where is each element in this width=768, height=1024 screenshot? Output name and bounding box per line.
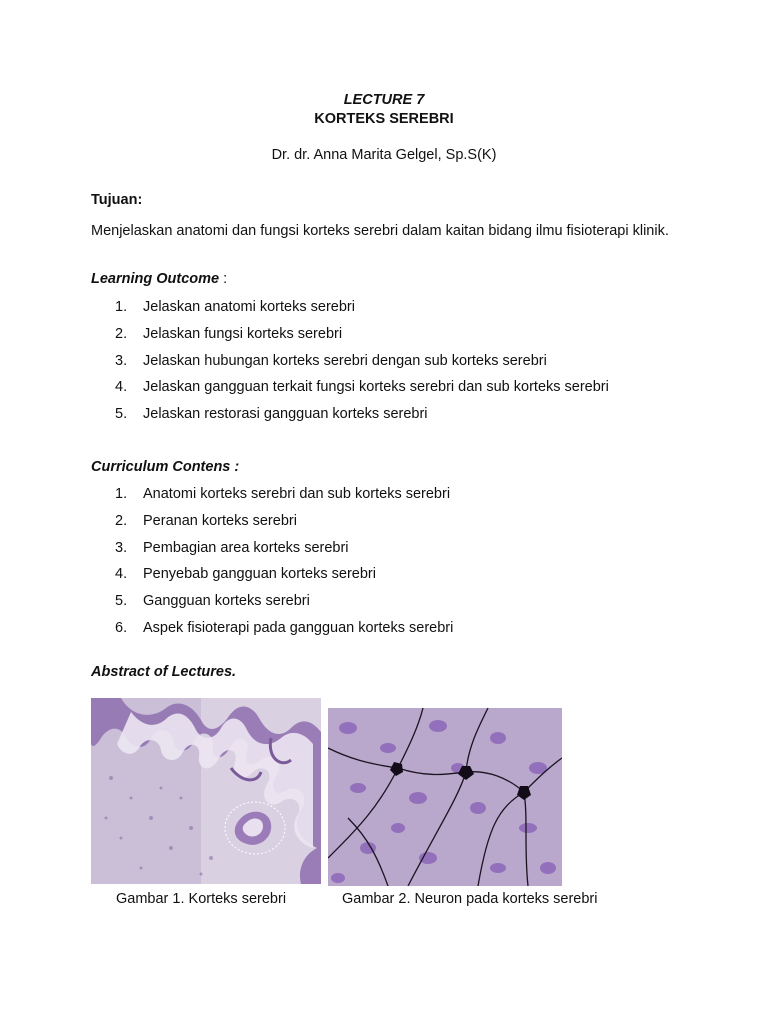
list-text: Jelaskan restorasi gangguan korteks serebri xyxy=(143,406,428,423)
lecture-label: LECTURE 7 xyxy=(343,92,425,108)
figure-1-caption: Gambar 1. Korteks serebri xyxy=(116,891,287,907)
curriculum-heading xyxy=(91,459,239,475)
list-number: 2. xyxy=(115,512,128,529)
learning-outcome-heading-colon: : xyxy=(219,271,228,287)
list-item xyxy=(115,374,609,401)
brain-section-image xyxy=(91,698,321,884)
learning-outcome-heading xyxy=(91,271,227,287)
list-text: Jelaskan gangguan terkait fungsi korteks serebri dan sub korteks serebri xyxy=(143,379,609,396)
list-item xyxy=(115,561,453,588)
neuron-stain-icon xyxy=(328,708,562,886)
curriculum-heading-colon: : xyxy=(230,459,240,475)
list-number: 1. xyxy=(115,299,128,315)
list-item xyxy=(115,401,609,428)
list-text: Gangguan korteks serebri xyxy=(143,593,310,610)
abstract-heading-text: Abstract of Lectures. xyxy=(91,664,237,680)
document-title: KORTEKS SEREBRI xyxy=(314,111,454,127)
list-item xyxy=(115,615,453,642)
curriculum-heading-text: Curriculum Contens xyxy=(91,459,231,475)
list-number: 1. xyxy=(115,486,128,502)
list-number: 4. xyxy=(115,566,128,583)
list-number: 6. xyxy=(115,619,128,636)
list-item xyxy=(115,294,609,321)
tujuan-paragraph: Menjelaskan anatomi dan fungsi korteks serebri dalam kaitan bidang ilmu fisioterapi klinik. xyxy=(91,223,669,239)
brain-section-icon xyxy=(91,698,321,884)
list-number: 2. xyxy=(115,325,128,342)
learning-outcome-heading-text: Learning Outcome xyxy=(91,271,220,287)
list-text: Anatomi korteks serebri dan sub korteks serebri xyxy=(143,486,451,502)
list-item xyxy=(115,348,609,375)
neuron-micrograph-image xyxy=(328,708,562,886)
abstract-heading xyxy=(91,664,236,680)
list-number: 3. xyxy=(115,539,128,556)
curriculum-list xyxy=(115,481,453,642)
list-text: Jelaskan fungsi korteks serebri xyxy=(143,325,343,342)
list-text: Aspek fisioterapi pada gangguan korteks serebri xyxy=(143,619,454,636)
list-text: Penyebab gangguan korteks serebri xyxy=(143,566,376,583)
list-number: 5. xyxy=(115,406,128,423)
list-item xyxy=(115,508,453,535)
author-line: Dr. dr. Anna Marita Gelgel, Sp.S(K) xyxy=(271,147,497,163)
list-text: Pembagian area korteks serebri xyxy=(143,539,349,556)
learning-outcome-list xyxy=(115,294,609,428)
list-number: 3. xyxy=(115,352,128,369)
list-item xyxy=(115,321,609,348)
list-item xyxy=(115,588,453,615)
list-number: 5. xyxy=(115,593,128,610)
list-item xyxy=(115,481,453,508)
list-item xyxy=(115,535,453,562)
list-text: Jelaskan hubungan korteks serebri dengan sub korteks serebri xyxy=(143,352,547,369)
list-text: Peranan korteks serebri xyxy=(143,512,297,529)
tujuan-heading: Tujuan: xyxy=(91,192,143,208)
figure-2-caption: Gambar 2. Neuron pada korteks serebri xyxy=(342,891,598,907)
list-text: Jelaskan anatomi korteks serebri xyxy=(143,299,355,315)
list-number: 4. xyxy=(115,379,128,396)
